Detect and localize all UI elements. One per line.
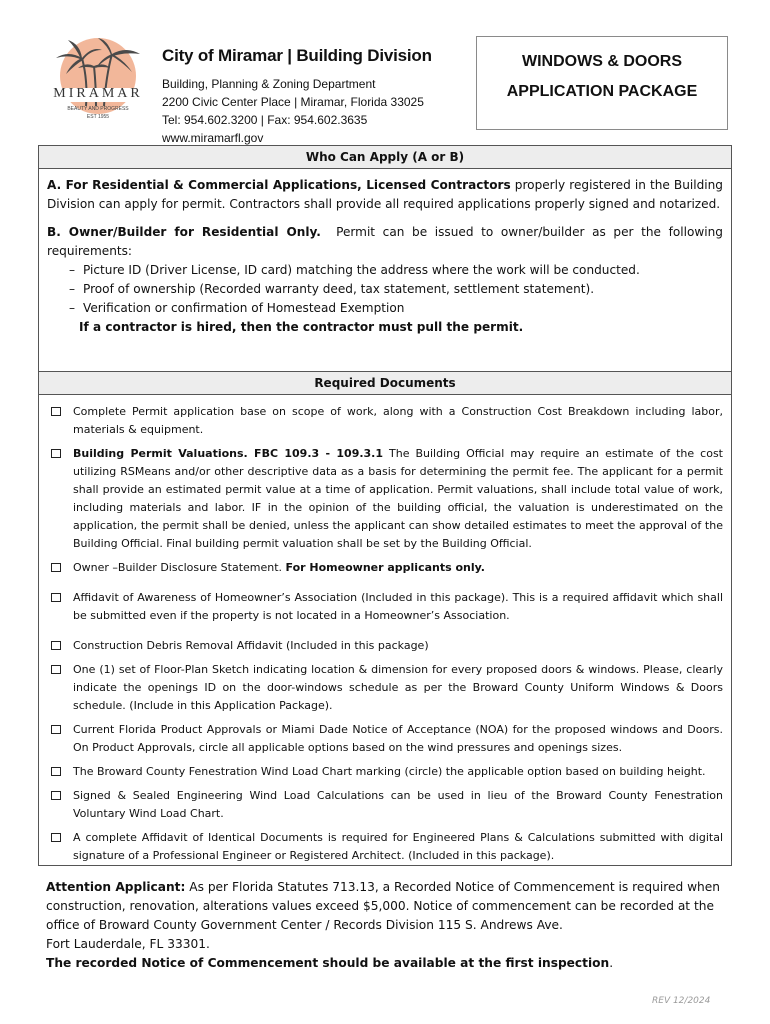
checklist-item	[51, 637, 723, 655]
logo-name: MIRAMAR	[53, 86, 143, 101]
checklist-item-text: Owner –Builder Disclosure Statement. For Homeowner applicants only.	[73, 561, 485, 574]
checklist-item	[51, 589, 723, 625]
attention-city: Fort Lauderdale, FL 33301.	[46, 937, 210, 951]
checkbox[interactable]	[51, 767, 61, 776]
city-logo	[46, 36, 150, 126]
required-documents-section	[38, 371, 732, 866]
attention-notice	[46, 878, 726, 973]
package-title-box	[476, 36, 728, 130]
checkbox[interactable]	[51, 665, 61, 674]
revision-label: REV 12/2024	[652, 996, 711, 1006]
checkbox[interactable]	[51, 791, 61, 800]
list-item: – Proof of ownership (Recorded warranty deed, tax statement, settlement statement).	[69, 282, 595, 296]
checklist-item-text: Construction Debris Removal Affidavit (Included in this package)	[73, 639, 429, 652]
checklist-item-text: Building Permit Valuations. FBC 109.3 - 109.3.1 The Building Official may require an estimate of the cost utilizing RSMeans and/or other descriptive data as a basis for determining the permit fee. The applicant for a permit shall provide an estimated permit value at a time of application. Permit valuations, shall include total value of work, including materials and labor. IF in the opinion of the building official, the valuation is underestimated on the application, the permit shall be denied, unless the applicant can show detailed estimates to meet the approval of the Building Official. Final building permit valuation shall be set by the Building Official.	[73, 447, 723, 550]
palm-tree-icon	[46, 36, 150, 126]
checklist-item-text: Complete Permit application base on scope of work, along with a Construction Cost Breakdown including labor, materials & equipment.	[73, 405, 723, 436]
checkbox[interactable]	[51, 563, 61, 572]
checkbox[interactable]	[51, 833, 61, 842]
closing-period: .	[609, 956, 614, 970]
checklist-item	[51, 403, 723, 439]
option-b	[47, 223, 727, 261]
checklist-item-text: Current Florida Product Approvals or Miami Dade Notice of Acceptance (NOA) for the proposed windows and Doors. On Product Approvals, circle all applicable options based on the wind pressures and openings sizes.	[73, 723, 723, 754]
department: Building, Planning & Zoning Department	[162, 77, 376, 91]
logo-tagline: BEAUTY AND PROGRESS	[67, 106, 129, 112]
org-title: City of Miramar | Building Division	[162, 46, 432, 65]
package-title-line1: WINDOWS & DOORS	[522, 53, 682, 70]
list-item: – Picture ID (Driver License, ID card) matching the address where the work will be conducted.	[69, 263, 640, 277]
checklist-item	[51, 661, 723, 715]
package-title-line2: APPLICATION PACKAGE	[506, 83, 698, 100]
checkbox[interactable]	[51, 593, 61, 602]
checklist-item	[51, 445, 723, 553]
attention-label: Attention Applicant:	[46, 880, 186, 894]
attention-closing: The recorded Notice of Commencement should be available at the first inspection	[46, 956, 610, 970]
website-link[interactable]: www.miramarfl.gov	[162, 131, 264, 145]
required-documents-heading: Required Documents	[39, 372, 731, 395]
header	[162, 46, 462, 147]
logo-est: EST 1955	[86, 114, 110, 120]
checkbox[interactable]	[51, 641, 61, 650]
checkbox[interactable]	[51, 725, 61, 734]
checklist-item	[51, 763, 723, 781]
checklist-item	[51, 829, 723, 865]
list-item: – Verification or confirmation of Homestead Exemption	[69, 301, 405, 315]
address: 2200 Civic Center Place | Miramar, Florida 33025	[162, 95, 424, 109]
checklist-item	[51, 787, 723, 823]
option-b-label: B. Owner/Builder for Residential Only.	[47, 225, 321, 239]
attention-text: As per Florida Statutes 713.13, a Recorded Notice of Commencement is required when construction, renovation, alterations values exceed $5,000. Notice of commencement can be recorded at the office of Broward County Government Center / Records Division 115 S. Andrews Ave.	[46, 880, 720, 932]
checklist-item-text: Affidavit of Awareness of Homeowner’s Association (Included in this package). This is a required affidavit which shall be submitted even if the property is not located in a Homeowner’s Association.	[73, 591, 723, 622]
checklist-item	[51, 559, 723, 577]
checkbox[interactable]	[51, 407, 61, 416]
option-a-label: A. For Residential & Commercial Applications, Licensed Contractors	[47, 178, 511, 192]
option-a	[47, 176, 723, 214]
option-b-text: Permit can be issued to owner/builder as per the following requirements:	[47, 225, 727, 258]
who-can-apply-section	[38, 145, 732, 372]
checklist-item-text: A complete Affidavit of Identical Documents is required for Engineered Plans & Calculations submitted with digital signature of a Professional Engineer or Registered Architect. (Included in this package).	[73, 831, 723, 862]
contractor-note: If a contractor is hired, then the contractor must pull the permit.	[79, 320, 524, 334]
phone-fax: Tel: 954.602.3200 | Fax: 954.602.3635	[162, 113, 368, 127]
checklist-item-text: Signed & Sealed Engineering Wind Load Calculations can be used in lieu of the Broward County Fenestration Voluntary Wind Load Chart.	[73, 789, 723, 820]
option-a-text: properly registered in the Building Division can apply for permit. Contractors shall provide all required applications properly signed and notarized.	[47, 178, 723, 211]
checklist-item-text: The Broward County Fenestration Wind Load Chart marking (circle) the applicable option based on building height.	[73, 765, 706, 778]
checklist-item	[51, 721, 723, 757]
checklist-item-text: One (1) set of Floor-Plan Sketch indicating location & dimension for every proposed doors & windows. Please, clearly indicate the openings ID on the door-windows schedule as per the Broward County Uniform Windows & Doors schedule. (Include in this Application Package).	[73, 663, 723, 712]
checkbox[interactable]	[51, 449, 61, 458]
who-can-apply-heading: Who Can Apply (A or B)	[39, 146, 731, 169]
